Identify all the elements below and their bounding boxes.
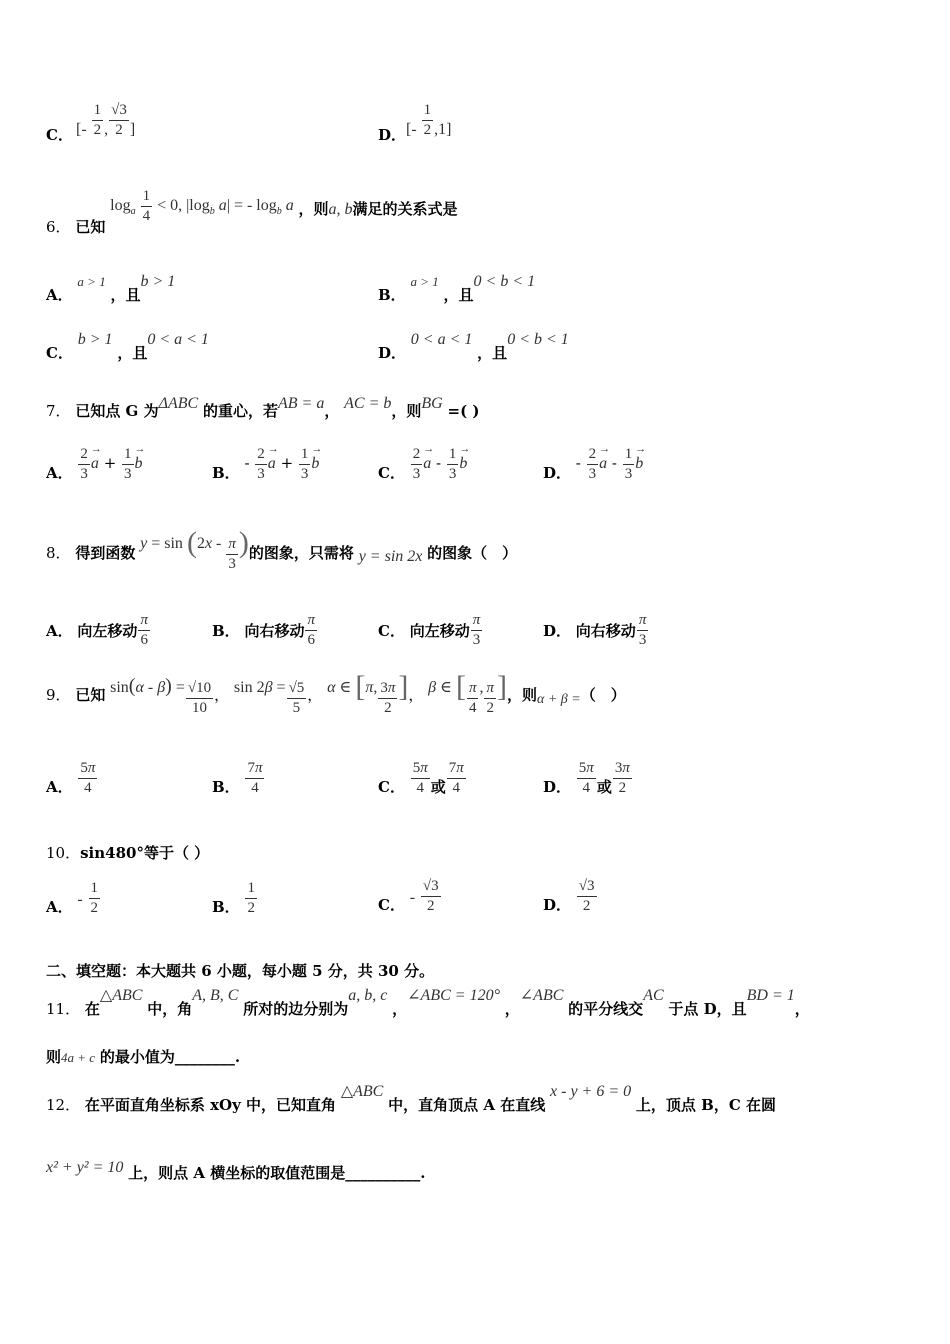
q5-option-c bbox=[46, 110, 73, 144]
q9-stem: 9． 已知 sin(α - β) = $\frac{√10}{10}$ ， sin 2β = $\frac{√5}{5}$ ， α ∈ [π, $\frac{3\pi}{2}$ ]， β ∈ [ $\frac{\pi}{4}$ , $\frac{\pi}{2}$ ]，则α + β =（ ） bbox=[46, 670, 626, 716]
stem-vars: a, b bbox=[328, 200, 353, 218]
stem-math: $\log_a$ $\frac{1}{4}$ < 0, $|\log_b$ a| = - $\log_b a$ bbox=[110, 188, 294, 224]
q9-option-a: A． $\frac{5\pi}{4}$ bbox=[46, 760, 96, 796]
q5-option-d-expr: [- $\frac{1}{2}$ ,1] bbox=[406, 102, 452, 138]
question-number: 9． bbox=[46, 686, 71, 704]
question-number: 11． bbox=[46, 1000, 81, 1018]
q8-stem: 8． 得到函数 y = sin (2x - $\frac{\pi}{3}$ )的图象，只需将 y = sin 2x 的图象（ ） bbox=[46, 526, 518, 572]
option-label: C． bbox=[46, 126, 73, 144]
q10-stem: 10．sin480°等于（ ） bbox=[46, 844, 210, 862]
q9-e2: sin 2β = bbox=[233, 679, 286, 696]
q10-option-c: C． - $\frac{√3}{2}$ bbox=[378, 878, 439, 914]
stem-text: 满足的关系式是 bbox=[352, 199, 458, 218]
option-label: D． bbox=[378, 126, 407, 144]
q11-line2: 则4a + c 的最小值为________. bbox=[46, 1048, 241, 1066]
q11-line1: 11． 在△ABC 中，角A, B, C 所对的边分别为a, b, c ，∠ABC = 120° ，∠ABC 的平分线交AC 于点 D，且BD = 1， bbox=[46, 987, 810, 1018]
q7-stem: 7． 已知点 G 为ΔABC 的重心，若AB = a， AC = b，则BG =( ) bbox=[46, 395, 480, 420]
q8-option-b: B． 向右移动 $\frac{\pi}{6}$ bbox=[212, 612, 315, 648]
q8-option-a: A． 向左移动 $\frac{\pi}{6}$ bbox=[46, 612, 148, 648]
q6-option-d: D． 0 < a < 1 ，且0 < b < 1 bbox=[378, 331, 569, 362]
question-number: 7． bbox=[46, 402, 71, 420]
q5-option-d bbox=[378, 110, 407, 144]
question-number: 12． bbox=[46, 1096, 81, 1114]
question-number: 10． bbox=[46, 844, 81, 862]
q9-option-c: C． $\frac{5\pi}{4}$ 或 $\frac{7\pi}{4}$ bbox=[378, 760, 464, 796]
q9-e3: α ∈ [π, bbox=[327, 670, 378, 703]
q10-option-d: D． $\frac{√3}{2}$ bbox=[543, 878, 595, 914]
func1: y = sin (2x - $\frac{\pi}{3}$ ) bbox=[140, 526, 249, 572]
q6-option-c: C． b > 1 ，且0 < a < 1 bbox=[46, 331, 209, 362]
question-number: 6． bbox=[46, 217, 71, 236]
q12-line2: x² + y² = 10 上，则点 A 横坐标的取值范围是__________. bbox=[46, 1159, 426, 1182]
stem-text: 已知 bbox=[75, 217, 106, 236]
q9-option-b: B． $\frac{7\pi}{4}$ bbox=[212, 760, 263, 796]
q9-option-d: D． $\frac{5\pi}{4}$ 或 $\frac{3\pi}{2}$ bbox=[543, 760, 630, 796]
section-heading: 二、填空题：本大题共 6 小题，每小题 5 分，共 30 分。 bbox=[46, 962, 435, 980]
q6-option-a: A． a > 1 ，且b > 1 bbox=[46, 273, 176, 304]
answer-blank[interactable]: 上，则点 A 横坐标的取值范围是__________. bbox=[128, 1164, 426, 1182]
q8-option-d: D． 向右移动 $\frac{\pi}{3}$ bbox=[543, 612, 647, 648]
q10-option-b: B． $\frac{1}{2}$ bbox=[212, 880, 255, 916]
q7-option-a: A． $\frac{2}{3}$ → a + $\frac{1}{3}$ → b bbox=[46, 446, 143, 482]
q9-e1: sin(α - β) = bbox=[110, 675, 185, 697]
q9-e4: β ∈ [ bbox=[428, 670, 466, 703]
q6-option-b: B． a > 1 ，且0 < b < 1 bbox=[378, 273, 536, 304]
q6-stem bbox=[46, 188, 458, 236]
q10-option-a: A． - $\frac{1}{2}$ bbox=[46, 880, 99, 916]
q7-option-b: B． - $\frac{2}{3}$ → a + $\frac{1}{3}$ → b bbox=[212, 446, 319, 482]
q5-option-c-expr: [- $\frac{1}{2}$ , $\frac{√3}{2}$ ] bbox=[76, 102, 136, 138]
q7-option-c: C． $\frac{2}{3}$ → a - $\frac{1}{3}$ → b bbox=[378, 446, 467, 482]
q8-option-c: C． 向左移动 $\frac{\pi}{3}$ bbox=[378, 612, 481, 648]
q12-line1: 12． 在平面直角坐标系 xOy 中，已知直角 △ABC 中，直角顶点 A 在直线 x - y + 6 = 0 上，顶点 B，C 在圆 bbox=[46, 1083, 776, 1114]
answer-blank[interactable]: 的最小值为________. bbox=[99, 1048, 241, 1066]
question-number: 8． bbox=[46, 544, 71, 562]
stem-text: ，则 bbox=[298, 199, 329, 218]
q7-option-d: D． - $\frac{2}{3}$ → a - $\frac{1}{3}$ → b bbox=[543, 446, 643, 482]
